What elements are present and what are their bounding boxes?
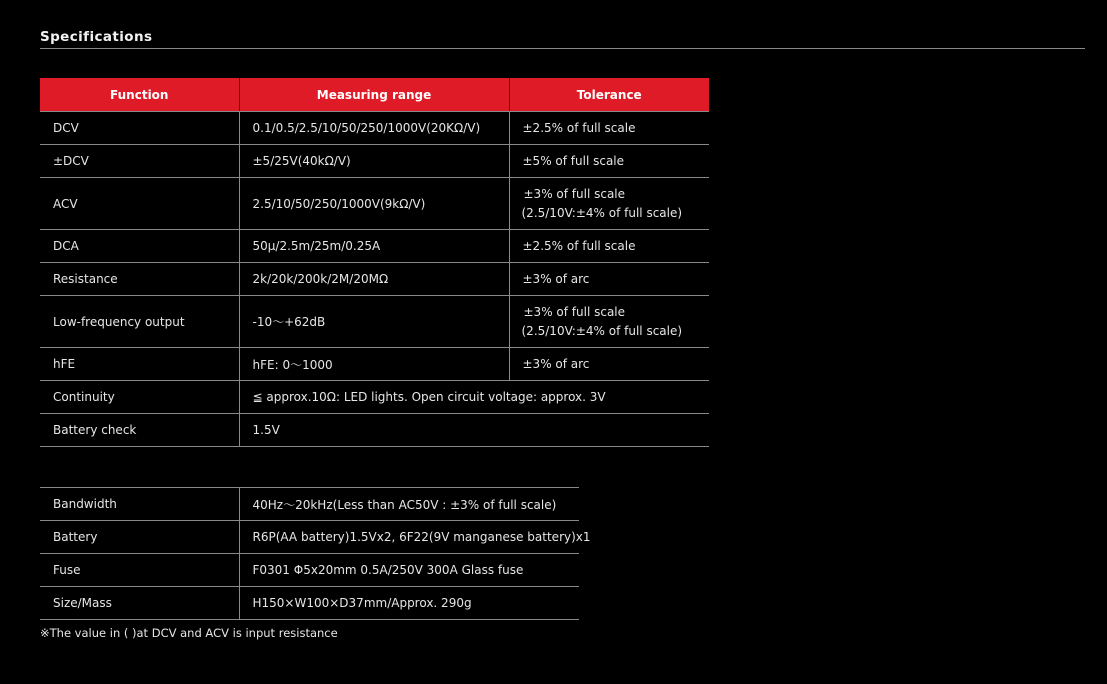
function-cell: Resistance <box>40 263 239 296</box>
header-tolerance: Tolerance <box>509 78 709 112</box>
label-cell: Battery <box>40 521 239 554</box>
function-cell: hFE <box>40 348 239 381</box>
table-row <box>40 488 579 521</box>
value-cell: 40Hz〜20kHz(Less than AC50V : ±3% of full scale) <box>239 488 579 521</box>
function-cell: ±DCV <box>40 145 239 178</box>
range-cell: 50μ/2.5m/25m/0.25A <box>239 230 509 263</box>
tolerance-note: (2.5/10V:±4% of full scale) <box>521 323 683 338</box>
label-cell: Fuse <box>40 554 239 587</box>
table-row <box>40 145 709 178</box>
tolerance-cell: ±3% of arc <box>509 263 709 296</box>
table-row <box>40 296 709 348</box>
function-cell: DCV <box>40 112 239 145</box>
table-row <box>40 348 709 381</box>
function-cell: Battery check <box>40 414 239 447</box>
section-title: Specifications <box>40 29 153 45</box>
value-cell: H150×W100×D37mm/Approx. 290g <box>239 587 579 620</box>
table-row <box>40 381 709 414</box>
table-row <box>40 112 709 145</box>
label-cell: Size/Mass <box>40 587 239 620</box>
table-row <box>40 178 709 230</box>
footnote: ※The value in ( )at DCV and ACV is input resistance <box>40 626 338 640</box>
spec-table <box>40 78 709 447</box>
tolerance-cell: ±5% of full scale <box>509 145 709 178</box>
tolerance-main: ±3% of full scale <box>523 304 626 319</box>
tolerance-note: (2.5/10V:±4% of full scale) <box>521 205 683 220</box>
range-cell: 2.5/10/50/250/1000V(9kΩ/V) <box>239 178 509 230</box>
table-row <box>40 414 709 447</box>
function-cell: Low-frequency output <box>40 296 239 348</box>
tolerance-cell <box>509 296 709 348</box>
function-cell: Continuity <box>40 381 239 414</box>
table-row <box>40 587 579 620</box>
general-spec-table <box>40 487 591 620</box>
value-cell: R6P(AA battery)1.5Vx2, 6F22(9V manganese battery)x1 <box>239 521 579 554</box>
title-divider <box>40 48 1085 49</box>
range-cell: ≦ approx.10Ω: LED lights. Open circuit voltage: approx. 3V <box>239 381 709 414</box>
value-cell: F0301 Φ5x20mm 0.5A/250V 300A Glass fuse <box>239 554 579 587</box>
range-cell: 0.1/0.5/2.5/10/50/250/1000V(20KΩ/V) <box>239 112 509 145</box>
range-cell: -10〜+62dB <box>239 296 509 348</box>
range-cell: hFE: 0〜1000 <box>239 348 509 381</box>
function-cell: DCA <box>40 230 239 263</box>
tolerance-cell: ±2.5% of full scale <box>509 230 709 263</box>
header-measuring-range: Measuring range <box>239 78 509 112</box>
tolerance-cell: ±2.5% of full scale <box>509 112 709 145</box>
table-row <box>40 521 579 554</box>
table-row <box>40 554 579 587</box>
label-cell: Bandwidth <box>40 488 239 521</box>
range-cell: 1.5V <box>239 414 709 447</box>
tolerance-main: ±3% of full scale <box>523 186 626 201</box>
tolerance-cell: ±3% of arc <box>509 348 709 381</box>
tolerance-cell <box>509 178 709 230</box>
header-function: Function <box>40 78 239 112</box>
table-row <box>40 230 709 263</box>
range-cell: ±5/25V(40kΩ/V) <box>239 145 509 178</box>
table-row <box>40 263 709 296</box>
range-cell: 2k/20k/200k/2M/20MΩ <box>239 263 509 296</box>
spec-table-header-row <box>40 78 709 112</box>
function-cell: ACV <box>40 178 239 230</box>
